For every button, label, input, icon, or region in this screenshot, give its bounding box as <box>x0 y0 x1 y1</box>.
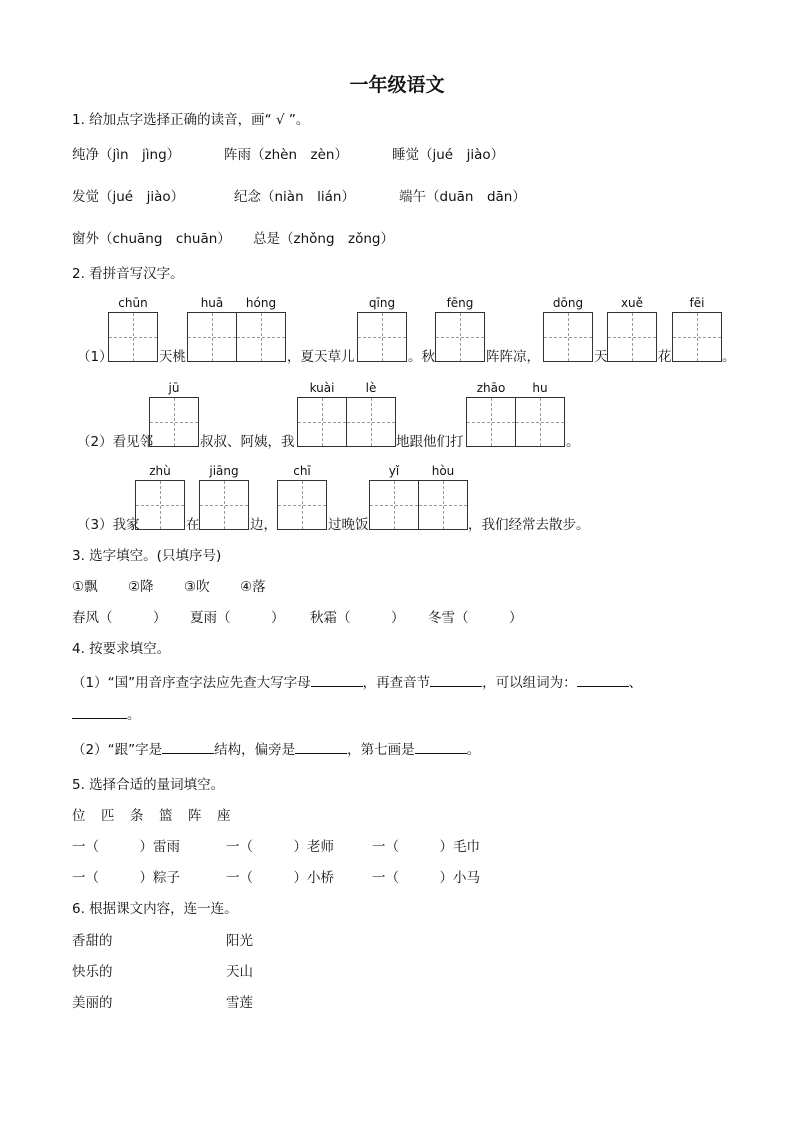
writing-grid-box[interactable] <box>418 480 468 530</box>
q1-item[interactable]: 端午（duān dān） <box>399 189 526 205</box>
question-text: （1）“国”用音序查字法应先查大写字母 <box>72 675 311 691</box>
writing-grid-box[interactable] <box>369 480 419 530</box>
match-left-item[interactable]: 美丽的 <box>72 995 113 1011</box>
q1-item[interactable]: 发觉（jué jiào） <box>72 189 185 205</box>
option-label: ④落 <box>240 579 266 595</box>
question-text: 。 <box>127 707 141 723</box>
fill-blank[interactable]: 一（ ）雷雨 <box>72 839 180 855</box>
pinyin-label: yǐ <box>388 464 400 478</box>
option-label: ③吹 <box>184 579 210 595</box>
q1-heading: 1. 给加点字选择正确的读音，画“ √ ”。 <box>72 112 310 128</box>
question-text: ，可以组词为： <box>482 675 577 691</box>
pinyin-label: xuě <box>620 296 644 310</box>
writing-grid-box[interactable] <box>357 312 407 362</box>
fill-blank[interactable]: 春风（ ） <box>72 610 167 626</box>
answer-blank[interactable] <box>295 741 347 754</box>
pinyin-label: zhāo <box>476 381 506 395</box>
option-label: ①飘 <box>72 579 98 595</box>
pinyin-label: chī <box>293 464 311 478</box>
match-left-item[interactable]: 香甜的 <box>72 933 113 949</box>
measure-word-list: 位 匹 条 篮 阵 座 <box>72 808 232 824</box>
answer-blank[interactable] <box>72 706 127 719</box>
pinyin-label: kuài <box>309 381 335 395</box>
match-right-item[interactable]: 阳光 <box>226 933 253 949</box>
question-text: 结构，偏旁是 <box>214 742 296 758</box>
pinyin-label: fēng <box>446 296 474 310</box>
writing-grid-box[interactable] <box>672 312 722 362</box>
pinyin-label: hóng <box>245 296 277 310</box>
sentence-text: 。 <box>722 349 736 365</box>
sentence-text: 过晚饭 <box>328 517 369 533</box>
writing-grid-box[interactable] <box>435 312 485 362</box>
sentence-text: 花 <box>658 349 672 365</box>
q1-item[interactable]: 阵雨（zhèn zèn） <box>224 147 348 163</box>
sentence-text: 。秋 <box>408 349 435 365</box>
match-right-item[interactable]: 雪莲 <box>226 995 253 1011</box>
sentence-text: 天桃 <box>159 349 186 365</box>
writing-grid-box[interactable] <box>187 312 237 362</box>
fill-blank[interactable]: 一（ ）老师 <box>226 839 334 855</box>
writing-grid-box[interactable] <box>277 480 327 530</box>
writing-grid-box[interactable] <box>607 312 657 362</box>
writing-grid-box[interactable] <box>149 397 199 447</box>
answer-blank[interactable] <box>430 674 482 687</box>
fill-blank[interactable]: 一（ ）小马 <box>372 870 480 886</box>
pinyin-label: jiāng <box>209 464 239 478</box>
question-text: 。 <box>466 742 481 758</box>
fill-blank[interactable]: 一（ ）毛巾 <box>372 839 480 855</box>
question-text: ，再查音节 <box>362 675 431 691</box>
q1-item[interactable]: 总是（zhǒng zǒng） <box>253 231 394 247</box>
match-right-item[interactable]: 天山 <box>226 964 253 980</box>
question-text: 、 <box>628 675 643 691</box>
writing-grid-box[interactable] <box>466 397 516 447</box>
fill-blank[interactable]: 冬雪（ ） <box>428 610 523 626</box>
fill-blank[interactable]: 夏雨（ ） <box>190 610 285 626</box>
pinyin-label: fēi <box>689 296 705 310</box>
sentence-text: 地跟他们打 <box>396 434 464 450</box>
sentence-text: ，夏天草儿 <box>287 349 355 365</box>
pinyin-label: chūn <box>118 296 148 310</box>
answer-blank[interactable] <box>415 741 467 754</box>
q4-part1-continuation <box>72 706 141 724</box>
pinyin-label: dōng <box>552 296 584 310</box>
sentence-text: 边， <box>250 517 277 533</box>
writing-grid-box[interactable] <box>236 312 286 362</box>
q3-heading: 3. 选字填空。(只填序号) <box>72 548 222 564</box>
sentence-text: 。 <box>566 434 580 450</box>
pinyin-label: hu <box>532 381 548 395</box>
question-text: （2）“跟”字是 <box>72 742 163 758</box>
writing-grid-box[interactable] <box>346 397 396 447</box>
row-label: （2）看见邻 <box>77 434 154 450</box>
row-label: （3）我家 <box>77 517 140 533</box>
pinyin-label: huā <box>200 296 224 310</box>
answer-blank[interactable] <box>311 674 363 687</box>
fill-blank[interactable]: 秋霜（ ） <box>310 610 405 626</box>
sentence-text: 阵阵凉， <box>486 349 540 365</box>
q1-item[interactable]: 窗外（chuāng chuān） <box>72 231 231 247</box>
option-label: ②降 <box>128 579 154 595</box>
q1-item[interactable]: 睡觉（jué jiào） <box>392 147 505 163</box>
q1-item[interactable]: 纪念（niàn lián） <box>234 189 355 205</box>
row-label: （1） <box>77 349 113 365</box>
pinyin-label: lè <box>365 381 377 395</box>
q1-item[interactable]: 纯净（jìn jìng） <box>72 147 181 163</box>
writing-grid-box[interactable] <box>108 312 158 362</box>
q5-heading: 5. 选择合适的量词填空。 <box>72 777 225 793</box>
writing-grid-box[interactable] <box>135 480 185 530</box>
q4-part1-line <box>72 674 642 692</box>
page-title: 一年级语文 <box>349 74 445 96</box>
sentence-text: 叔叔、阿姨，我 <box>200 434 295 450</box>
writing-grid-box[interactable] <box>515 397 565 447</box>
q4-heading: 4. 按要求填空。 <box>72 641 171 657</box>
pinyin-label: jū <box>168 381 180 395</box>
writing-grid-box[interactable] <box>297 397 347 447</box>
sentence-text: ，我们经常去散步。 <box>468 517 590 533</box>
sentence-text: 在 <box>186 517 200 533</box>
writing-grid-box[interactable] <box>199 480 249 530</box>
q4-part2-line <box>72 741 480 759</box>
pinyin-label: hòu <box>431 464 455 478</box>
q2-heading: 2. 看拼音写汉字。 <box>72 266 184 282</box>
pinyin-label: zhù <box>149 464 171 478</box>
answer-blank[interactable] <box>577 674 629 687</box>
answer-blank[interactable] <box>162 741 214 754</box>
q6-heading: 6. 根据课文内容，连一连。 <box>72 901 238 917</box>
pinyin-label: qīng <box>368 296 396 310</box>
writing-grid-box[interactable] <box>543 312 593 362</box>
sentence-text: 天 <box>594 349 608 365</box>
fill-blank[interactable]: 一（ ）小桥 <box>226 870 334 886</box>
match-left-item[interactable]: 快乐的 <box>72 964 113 980</box>
question-text: ，第七画是 <box>347 742 415 758</box>
fill-blank[interactable]: 一（ ）粽子 <box>72 870 180 886</box>
